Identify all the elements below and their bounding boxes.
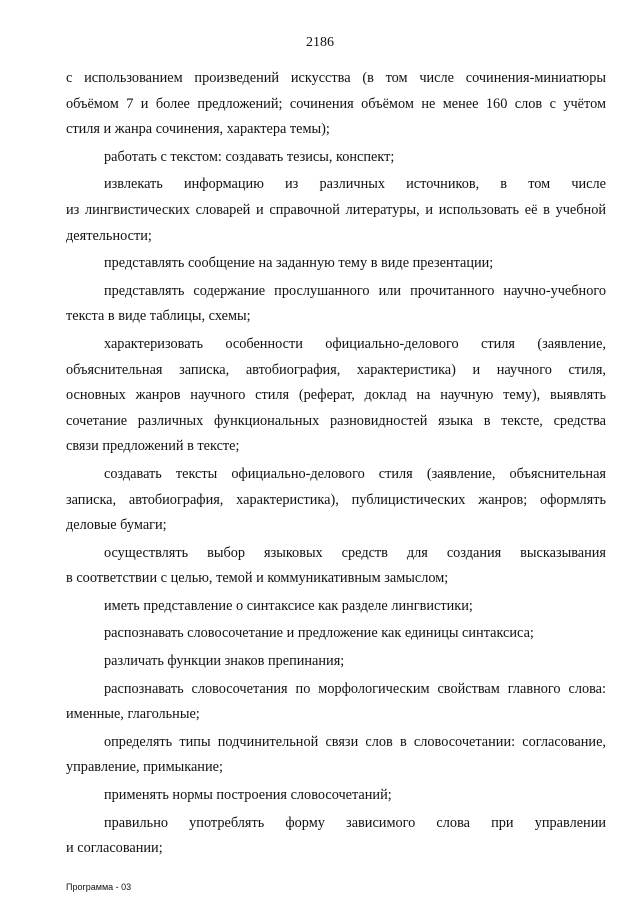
text-line: объяснительная записка, автобиография, характеристика) и научного стиля, (66, 361, 606, 378)
text-line: деловые бумаги; (66, 517, 167, 534)
text-line: стиля и жанра сочинения, характера темы); (66, 121, 330, 138)
text-line: применять нормы построения словосочетаний; (104, 787, 392, 804)
text-line: в соответствии с целью, темой и коммуникативным замыслом; (66, 570, 449, 587)
text-line: работать с текстом: создавать тезисы, конспект; (104, 148, 395, 165)
text-line: представлять содержание прослушанного или прочитанного научно-учебного (104, 282, 606, 299)
paragraph (66, 172, 606, 249)
text-line: характеризовать особенности официально-делового стиля (заявление, (104, 335, 606, 352)
paragraph (66, 730, 606, 781)
text-line: иметь представление о синтаксисе как разделе лингвистики; (104, 597, 473, 614)
text-line: деятельности; (66, 227, 152, 244)
text-line: различать функции знаков препинания; (104, 653, 345, 670)
text-line: именные, глагольные; (66, 706, 200, 723)
text-line: основных жанров научного стиля (реферат, доклад на научную тему), выявлять (66, 387, 606, 404)
text-line: текста в виде таблицы, схемы; (66, 308, 251, 325)
page-number: 2186 (306, 35, 334, 50)
text-line: распознавать словосочетание и предложение как единицы синтаксиса; (104, 625, 534, 642)
paragraph (66, 145, 606, 171)
text-line: распознавать словосочетания по морфологическим свойствам главного слова: (104, 680, 606, 697)
paragraph (66, 649, 606, 675)
paragraph (66, 621, 606, 647)
document-body (66, 66, 606, 862)
paragraph (66, 66, 606, 143)
text-line: сочетание различных функциональных разновидностей языка в тексте, средства (66, 412, 606, 429)
paragraph (66, 677, 606, 728)
text-line: объёмом 7 и более предложений; сочинения объёмом не менее 160 слов с учётом (66, 95, 606, 112)
text-line: представлять сообщение на заданную тему в виде презентации; (104, 255, 494, 272)
paragraph (66, 783, 606, 809)
paragraph (66, 594, 606, 620)
footer-label: Программа - 03 (66, 882, 132, 892)
text-line: записка, автобиография, характеристика), публицистических жанров; оформлять (66, 491, 606, 508)
text-line: из лингвистических словарей и справочной литературы, и использовать её в учебной (66, 201, 606, 218)
text-line: создавать тексты официально-делового стиля (заявление, объяснительная (104, 465, 606, 482)
text-line: и согласовании; (66, 840, 163, 857)
text-line: правильно употреблять форму зависимого слова при управлении (104, 814, 606, 831)
paragraph (66, 251, 606, 277)
paragraph (66, 811, 606, 862)
text-line: определять типы подчинительной связи слов в словосочетании: согласование, (104, 733, 606, 750)
paragraph (66, 462, 606, 539)
paragraph (66, 541, 606, 592)
text-line: осуществлять выбор языковых средств для создания высказывания (104, 544, 606, 561)
paragraph (66, 332, 606, 460)
paragraph (66, 279, 606, 330)
text-line: извлекать информацию из различных источников, в том числе (104, 176, 606, 193)
text-line: управление, примыкание; (66, 759, 223, 776)
text-line: с использованием произведений искусства (в том числе сочинения-миниатюры (66, 70, 606, 86)
text-line: связи предложений в тексте; (66, 438, 240, 455)
